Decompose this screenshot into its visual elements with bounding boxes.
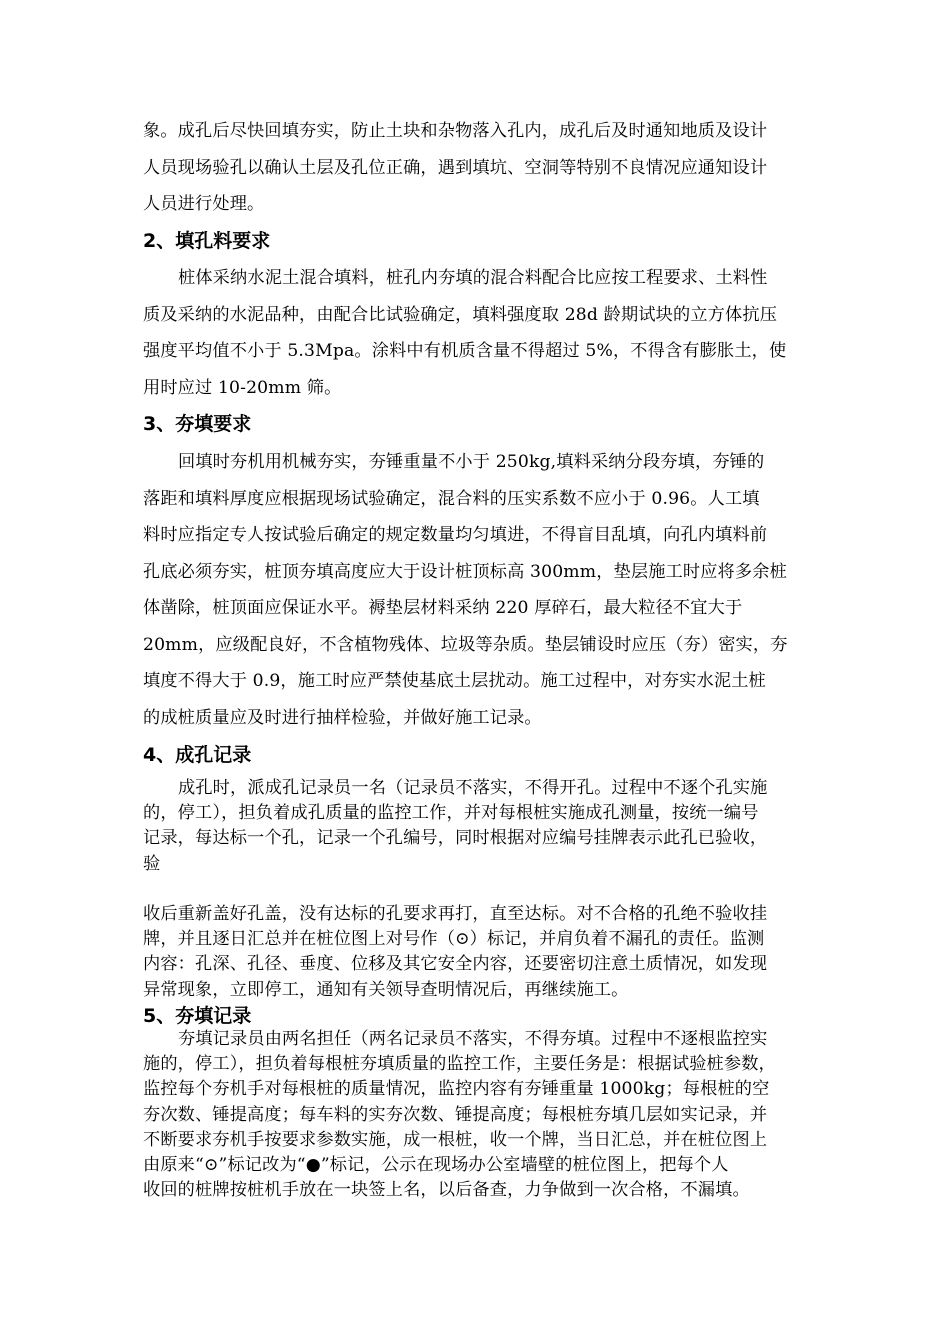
text-line: 20mm，应级配良好，不含植物残体、垃圾等杂质。垫层铺设时应压（夯）密实，夯 (143, 634, 788, 655)
text-line: 回填时夯机用机械夯实，夯锤重量不小于 250kg,填料采纳分段夯填，夯锤的 (178, 452, 765, 472)
text-line: 验 (143, 853, 161, 874)
text-line: 夯次数、锤提高度；每车料的实夯次数、锤提高度；每根桩夯填几层如实记录，并 (143, 1104, 768, 1125)
text-line: 内容：孔深、孔径、垂度、位移及其它安全内容，还要密切注意土质情况，如发现 (143, 954, 768, 975)
text-line: 孔底必须夯实，桩顶夯填高度应大于设计桩顶标高 300mm，垫层施工时应将多余桩 (143, 561, 787, 582)
text-line: 体凿除，桩顶面应保证水平。褥垫层材料采纳 220 厚碎石，最大粒径不宜大于 (143, 598, 743, 618)
section-4-body-b (143, 902, 838, 1003)
text-line: 由原来“⊙”标记改为“●”标记，公示在现场办公室墙壁的桩位图上，把每个人 (143, 1154, 729, 1175)
text-line: 异常现象，立即停工，通知有关领导查明情况后，再继续施工。 (143, 979, 629, 1000)
text-line: 牌，并且逐日汇总并在桩位图上对号作（⊙）标记，并肩负着不漏孔的责任。监测 (143, 929, 765, 950)
text-line: 收后重新盖好孔盖，没有达标的孔要求再打，直至达标。对不合格的孔绝不验收挂 (143, 904, 768, 924)
section-heading-3: 3、夯填要求 (143, 413, 252, 435)
text-line: 不断要求夯机手按要求参数实施，成一根桩，收一个牌，当日汇总，并在桩位图上 (143, 1129, 768, 1150)
text-line: 的，停工），担负着成孔质量的监控工作，并对每根桩实施成孔测量，按统一编号 (143, 803, 759, 824)
text-line: 料时应指定专人按试验后确定的规定数量均匀填进，不得盲目乱填，向孔内填料前 (143, 525, 768, 545)
text-line: 人员进行处理。 (143, 194, 265, 214)
section-5-body (143, 1027, 838, 1203)
text-line: 象。成孔后尽快回填夯实，防止土块和杂物落入孔内，成孔后及时通知地质及设计 (143, 121, 768, 141)
section-heading-2: 2、填孔料要求 (143, 230, 271, 252)
text-line: 的成桩质量应及时进行抽样检验，并做好施工记录。 (143, 707, 542, 728)
text-line: 监控每个夯机手对每根桩的质量情况，监控内容有夯锤重量 1000kg；每根桩的空 (143, 1079, 770, 1100)
section-4-body-a (143, 776, 838, 877)
section-heading-4: 4、成孔记录 (143, 744, 252, 766)
text-line: 成孔时，派成孔记录员一名（记录员不落实，不得开孔。过程中不逐个孔实施 (178, 778, 768, 798)
text-line: 填度不得大于 0.9，施工时应严禁使基底土层扰动。施工过程中，对夯实水泥土桩 (143, 671, 766, 691)
text-line: 夯填记录员由两名担任（两名记录员不落实，不得夯填。过程中不逐根监控实 (178, 1029, 768, 1049)
text-line: 桩体采纳水泥土混合填料，桩孔内夯填的混合料配合比应按工程要求、土料性 (178, 268, 768, 288)
section-2-body (143, 260, 838, 406)
text-line: 强度平均值不小于 5.3Mpa。涂料中有机质含量不得超过 5%，不得含有膨胀土，使 (143, 341, 787, 361)
paragraph-continuation (143, 113, 838, 223)
text-line: 人员现场验孔以确认土层及孔位正确，遇到填坑、空洞等特别不良情况应通知设计 (143, 157, 768, 178)
section-3-body (143, 444, 838, 736)
text-line: 施的，停工），担负着每根桩夯填质量的监控工作，主要任务是：根据试验桩参数， (143, 1054, 776, 1075)
text-line: 用时应过 10-20mm 筛。 (143, 377, 342, 398)
text-line: 收回的桩牌按桩机手放在一块签上名，以后备查，力争做到一次合格，不漏填。 (143, 1180, 750, 1201)
text-line: 记录，每达标一个孔，记录一个孔编号，同时根据对应编号挂牌表示此孔已验收， (143, 828, 768, 849)
section-heading-5: 5、夯填记录 (143, 1005, 252, 1027)
text-line: 质及采纳的水泥品种，由配合比试验确定，填料强度取 28d 龄期试块的立方体抗压 (143, 304, 778, 325)
text-line: 落距和填料厚度应根据现场试验确定，混合料的压实系数不应小于 0.96。人工填 (143, 488, 760, 509)
